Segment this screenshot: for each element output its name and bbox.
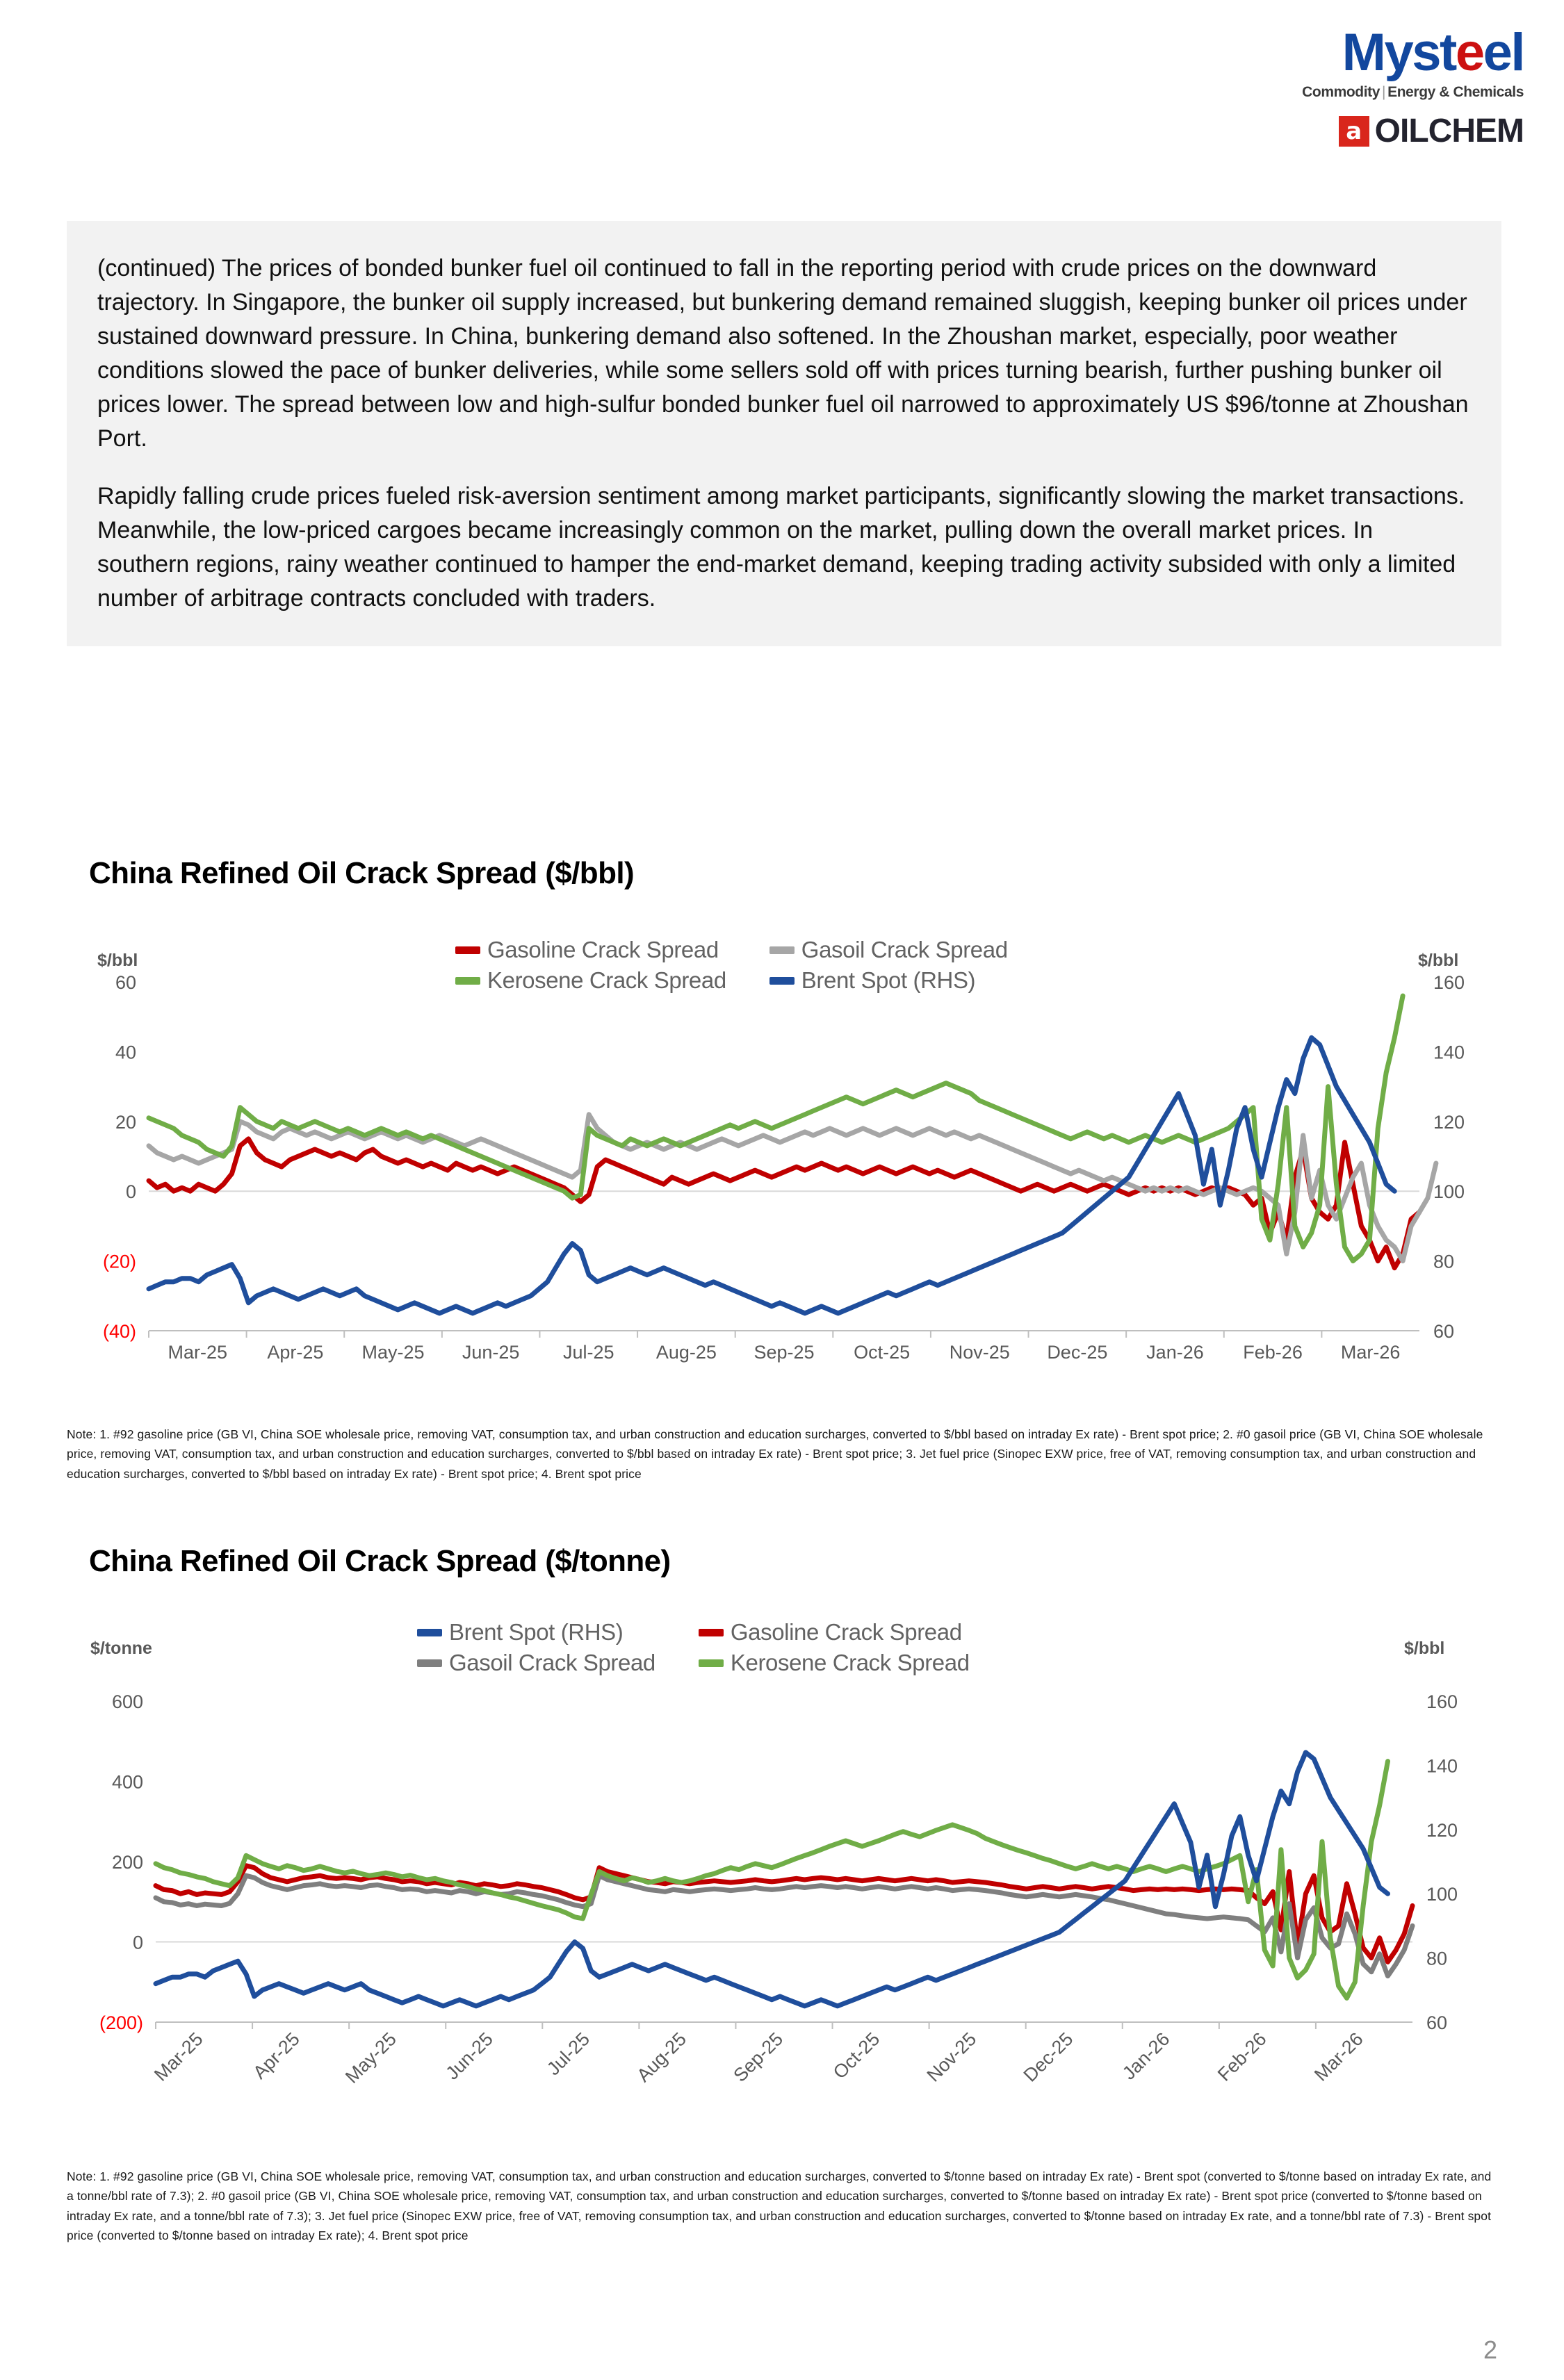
svg-text:(40): (40) bbox=[102, 1321, 136, 1342]
svg-text:Oct-25: Oct-25 bbox=[829, 2028, 884, 2083]
mysteel-wordmark bbox=[1232, 23, 1524, 82]
svg-text:100: 100 bbox=[1426, 1884, 1458, 1905]
svg-text:80: 80 bbox=[1433, 1251, 1455, 1272]
svg-text:Mar-25: Mar-25 bbox=[150, 2028, 207, 2085]
svg-text:Dec-25: Dec-25 bbox=[1047, 1342, 1108, 1363]
svg-text:Mar-26: Mar-26 bbox=[1340, 1342, 1401, 1363]
svg-text:140: 140 bbox=[1433, 1042, 1465, 1063]
chart2-right-unit: $/bbl bbox=[1404, 1639, 1445, 1658]
wordmark-accent: e bbox=[1455, 23, 1483, 82]
chart1-legend-item-gasoline[interactable] bbox=[455, 937, 726, 963]
svg-text:Dec-25: Dec-25 bbox=[1019, 2028, 1077, 2086]
chart2-legend-label-gasoil: Gasoil Crack Spread bbox=[449, 1650, 655, 1675]
svg-text:(200): (200) bbox=[99, 2012, 143, 2033]
svg-text:160: 160 bbox=[1426, 1691, 1458, 1712]
chart1-svg bbox=[67, 969, 1501, 1372]
kerosene-swatch-icon bbox=[699, 1659, 724, 1667]
chart2-svg bbox=[67, 1689, 1501, 2154]
svg-text:Oct-25: Oct-25 bbox=[854, 1342, 911, 1363]
chart2-title: China Refined Oil Crack Spread ($/tonne) bbox=[89, 1544, 671, 1578]
svg-text:400: 400 bbox=[111, 1771, 143, 1793]
chart2-legend bbox=[417, 1619, 970, 1676]
chart1-legend-item-gasoil[interactable] bbox=[769, 937, 1008, 963]
svg-text:140: 140 bbox=[1426, 1755, 1458, 1777]
chart1-left-unit: $/bbl bbox=[97, 951, 138, 970]
chart2-legend-item-gasoline[interactable] bbox=[699, 1619, 970, 1646]
svg-text:120: 120 bbox=[1433, 1111, 1465, 1133]
svg-text:Jun-25: Jun-25 bbox=[462, 1342, 520, 1363]
gasoil-swatch-icon bbox=[417, 1659, 442, 1667]
svg-text:Apr-25: Apr-25 bbox=[267, 1342, 324, 1363]
brent-swatch-icon bbox=[417, 1629, 442, 1636]
chart1-note: Note: 1. #92 gasoline price (GB VI, China SOE wholesale price, removing VAT, consumption tax, and urban construction and education surcharges, converted to $/bbl based on intraday Ex rate) - Brent spot price; 2. #0 gasoil price (GB VI, China SOE wholesale price, removing VAT, consumption tax, and urban construction and education surcharges, converted to $/bbl based on intraday Ex rate) - Brent spot price; 3. Jet fuel price (Sinopec EXW price, free of VAT, removing consumption tax, and urban construction and education surcharges, converted to $/bbl based on intraday Ex rate) - Brent spot price; 4. Brent spot price bbox=[67, 1427, 1483, 1481]
svg-text:0: 0 bbox=[132, 1932, 143, 1953]
chart2-legend-item-gasoil[interactable] bbox=[417, 1650, 655, 1676]
svg-text:40: 40 bbox=[115, 1042, 136, 1063]
svg-text:20: 20 bbox=[115, 1111, 136, 1133]
chart2-plot bbox=[67, 1689, 1501, 2154]
svg-text:Aug-25: Aug-25 bbox=[633, 2028, 691, 2086]
chart1-plot bbox=[67, 969, 1501, 1372]
chart2-legend-label-kerosene: Kerosene Crack Spread bbox=[730, 1650, 970, 1675]
tagline-separator: | bbox=[1382, 84, 1386, 100]
svg-text:80: 80 bbox=[1426, 1948, 1448, 1969]
svg-text:200: 200 bbox=[111, 1852, 143, 1873]
svg-text:0: 0 bbox=[125, 1181, 136, 1203]
chart1-legend-label-brent: Brent Spot (RHS) bbox=[801, 967, 976, 993]
chart1-right-unit: $/bbl bbox=[1418, 951, 1459, 970]
chart1-legend-label-gasoline: Gasoline Crack Spread bbox=[487, 937, 719, 962]
svg-text:Feb-26: Feb-26 bbox=[1213, 2028, 1271, 2085]
commentary-paragraph-1: (continued) The prices of bonded bunker fuel oil continued to fall in the reporting period with crude prices on the downward trajectory. In Singapore, the bunker oil supply increased, but bunkering demand remained sluggish, keeping bunker oil prices under sustained downward pressure. In China, bunkering demand also softened. In the Zhoushan market, especially, poor weather conditions slowed the pace of bunker deliveries, while some sellers sold off with prices turning bearish, further pushing bunker oil prices lower. The spread between low and high-sulfur bonded bunker fuel oil narrowed to approximately US $96/tonne at Zhoushan Port. bbox=[97, 255, 1469, 452]
svg-text:Feb-26: Feb-26 bbox=[1243, 1342, 1303, 1363]
svg-text:Jul-25: Jul-25 bbox=[542, 2028, 594, 2080]
commentary-paragraph-2: Rapidly falling crude prices fueled risk-aversion sentiment among market participants, significantly slowing the market transactions. Meanwhile, the low-priced cargoes became increasingly common on the market, pulling down the overall market prices. In southern regions, rainy weather continued to hamper the end-market demand, keeping trading activity subsided with only a limited number of arbitrage contracts concluded with traders. bbox=[97, 482, 1465, 612]
svg-text:Jul-25: Jul-25 bbox=[562, 1342, 614, 1363]
svg-text:May-25: May-25 bbox=[361, 1342, 425, 1363]
svg-text:Sep-25: Sep-25 bbox=[754, 1342, 815, 1363]
page-header bbox=[0, 0, 1564, 208]
chart1-legend-label-kerosene: Kerosene Crack Spread bbox=[487, 967, 726, 993]
chart2-legend-label-brent: Brent Spot (RHS) bbox=[449, 1619, 624, 1645]
svg-text:Jan-26: Jan-26 bbox=[1146, 1342, 1204, 1363]
chart2-legend-label-gasoline: Gasoline Crack Spread bbox=[730, 1619, 962, 1645]
svg-text:Nov-25: Nov-25 bbox=[949, 1342, 1010, 1363]
svg-text:Jun-25: Jun-25 bbox=[441, 2028, 498, 2084]
chart1-legend-label-gasoil: Gasoil Crack Spread bbox=[801, 937, 1008, 962]
gasoline-swatch-icon bbox=[699, 1629, 724, 1636]
svg-text:Jan-26: Jan-26 bbox=[1118, 2028, 1174, 2084]
svg-text:160: 160 bbox=[1433, 972, 1465, 993]
svg-text:(20): (20) bbox=[102, 1251, 136, 1272]
chart2-left-unit: $/tonne bbox=[90, 1639, 152, 1658]
tagline-right: Energy & Chemicals bbox=[1387, 84, 1524, 100]
svg-text:60: 60 bbox=[1426, 2012, 1448, 2033]
svg-text:Aug-25: Aug-25 bbox=[655, 1342, 717, 1363]
svg-text:60: 60 bbox=[115, 972, 136, 993]
svg-text:May-25: May-25 bbox=[341, 2028, 400, 2087]
wordmark-pre: Myst bbox=[1342, 23, 1456, 82]
svg-text:600: 600 bbox=[111, 1691, 143, 1712]
gasoline-swatch-icon bbox=[455, 946, 480, 954]
chart1-title: China Refined Oil Crack Spread ($/bbl) bbox=[89, 856, 635, 890]
chart2-note: Note: 1. #92 gasoline price (GB VI, China SOE wholesale price, removing VAT, consumption tax, and urban construction and education surcharges, converted to $/tonne based on intraday Ex rate) - Brent spot (converted to $/tonne based on intraday Ex rate, and a tonne/bbl rate of 7.3); 2. #0 gasoil price (GB VI, China SOE wholesale price, removing VAT, consumption tax, and urban construction and education surcharges, converted to $/tonne based on intraday Ex rate) - Brent spot price (converted to $/tonne based on intraday Ex rate, and a tonne/bbl rate of 7.3); 3. Jet fuel price (Sinopec EXW price, free of VAT, removing consumption tax, and urban construction and education surcharges, converted to $/tonne based on intraday Ex rate, and a tonne/bbl rate of 7.3) - Brent spot price (converted to $/tonne based on intraday Ex rate); 4. Brent spot price bbox=[67, 2169, 1492, 2243]
svg-text:Sep-25: Sep-25 bbox=[729, 2028, 788, 2086]
oilchem-mark-icon: a bbox=[1339, 116, 1369, 147]
brand-logo bbox=[1232, 23, 1524, 150]
tagline-left: Commodity bbox=[1302, 84, 1380, 100]
svg-text:120: 120 bbox=[1426, 1819, 1458, 1841]
page-number: 2 bbox=[1483, 2336, 1497, 2364]
svg-text:100: 100 bbox=[1433, 1181, 1465, 1203]
svg-text:Mar-25: Mar-25 bbox=[168, 1342, 228, 1363]
brand-tagline bbox=[1232, 84, 1524, 101]
gasoil-swatch-icon bbox=[769, 946, 795, 954]
svg-text:Nov-25: Nov-25 bbox=[922, 2028, 981, 2086]
chart2-legend-item-brent[interactable] bbox=[417, 1619, 655, 1646]
svg-text:Mar-26: Mar-26 bbox=[1310, 2028, 1367, 2085]
svg-text:Apr-25: Apr-25 bbox=[249, 2028, 304, 2083]
oilchem-wordmark: OILCHEM bbox=[1374, 113, 1524, 149]
commentary-panel bbox=[67, 221, 1501, 646]
oilchem-logo bbox=[1232, 112, 1524, 150]
chart2-legend-item-kerosene[interactable] bbox=[699, 1650, 970, 1676]
wordmark-post: el bbox=[1483, 23, 1524, 82]
svg-text:60: 60 bbox=[1433, 1321, 1455, 1342]
